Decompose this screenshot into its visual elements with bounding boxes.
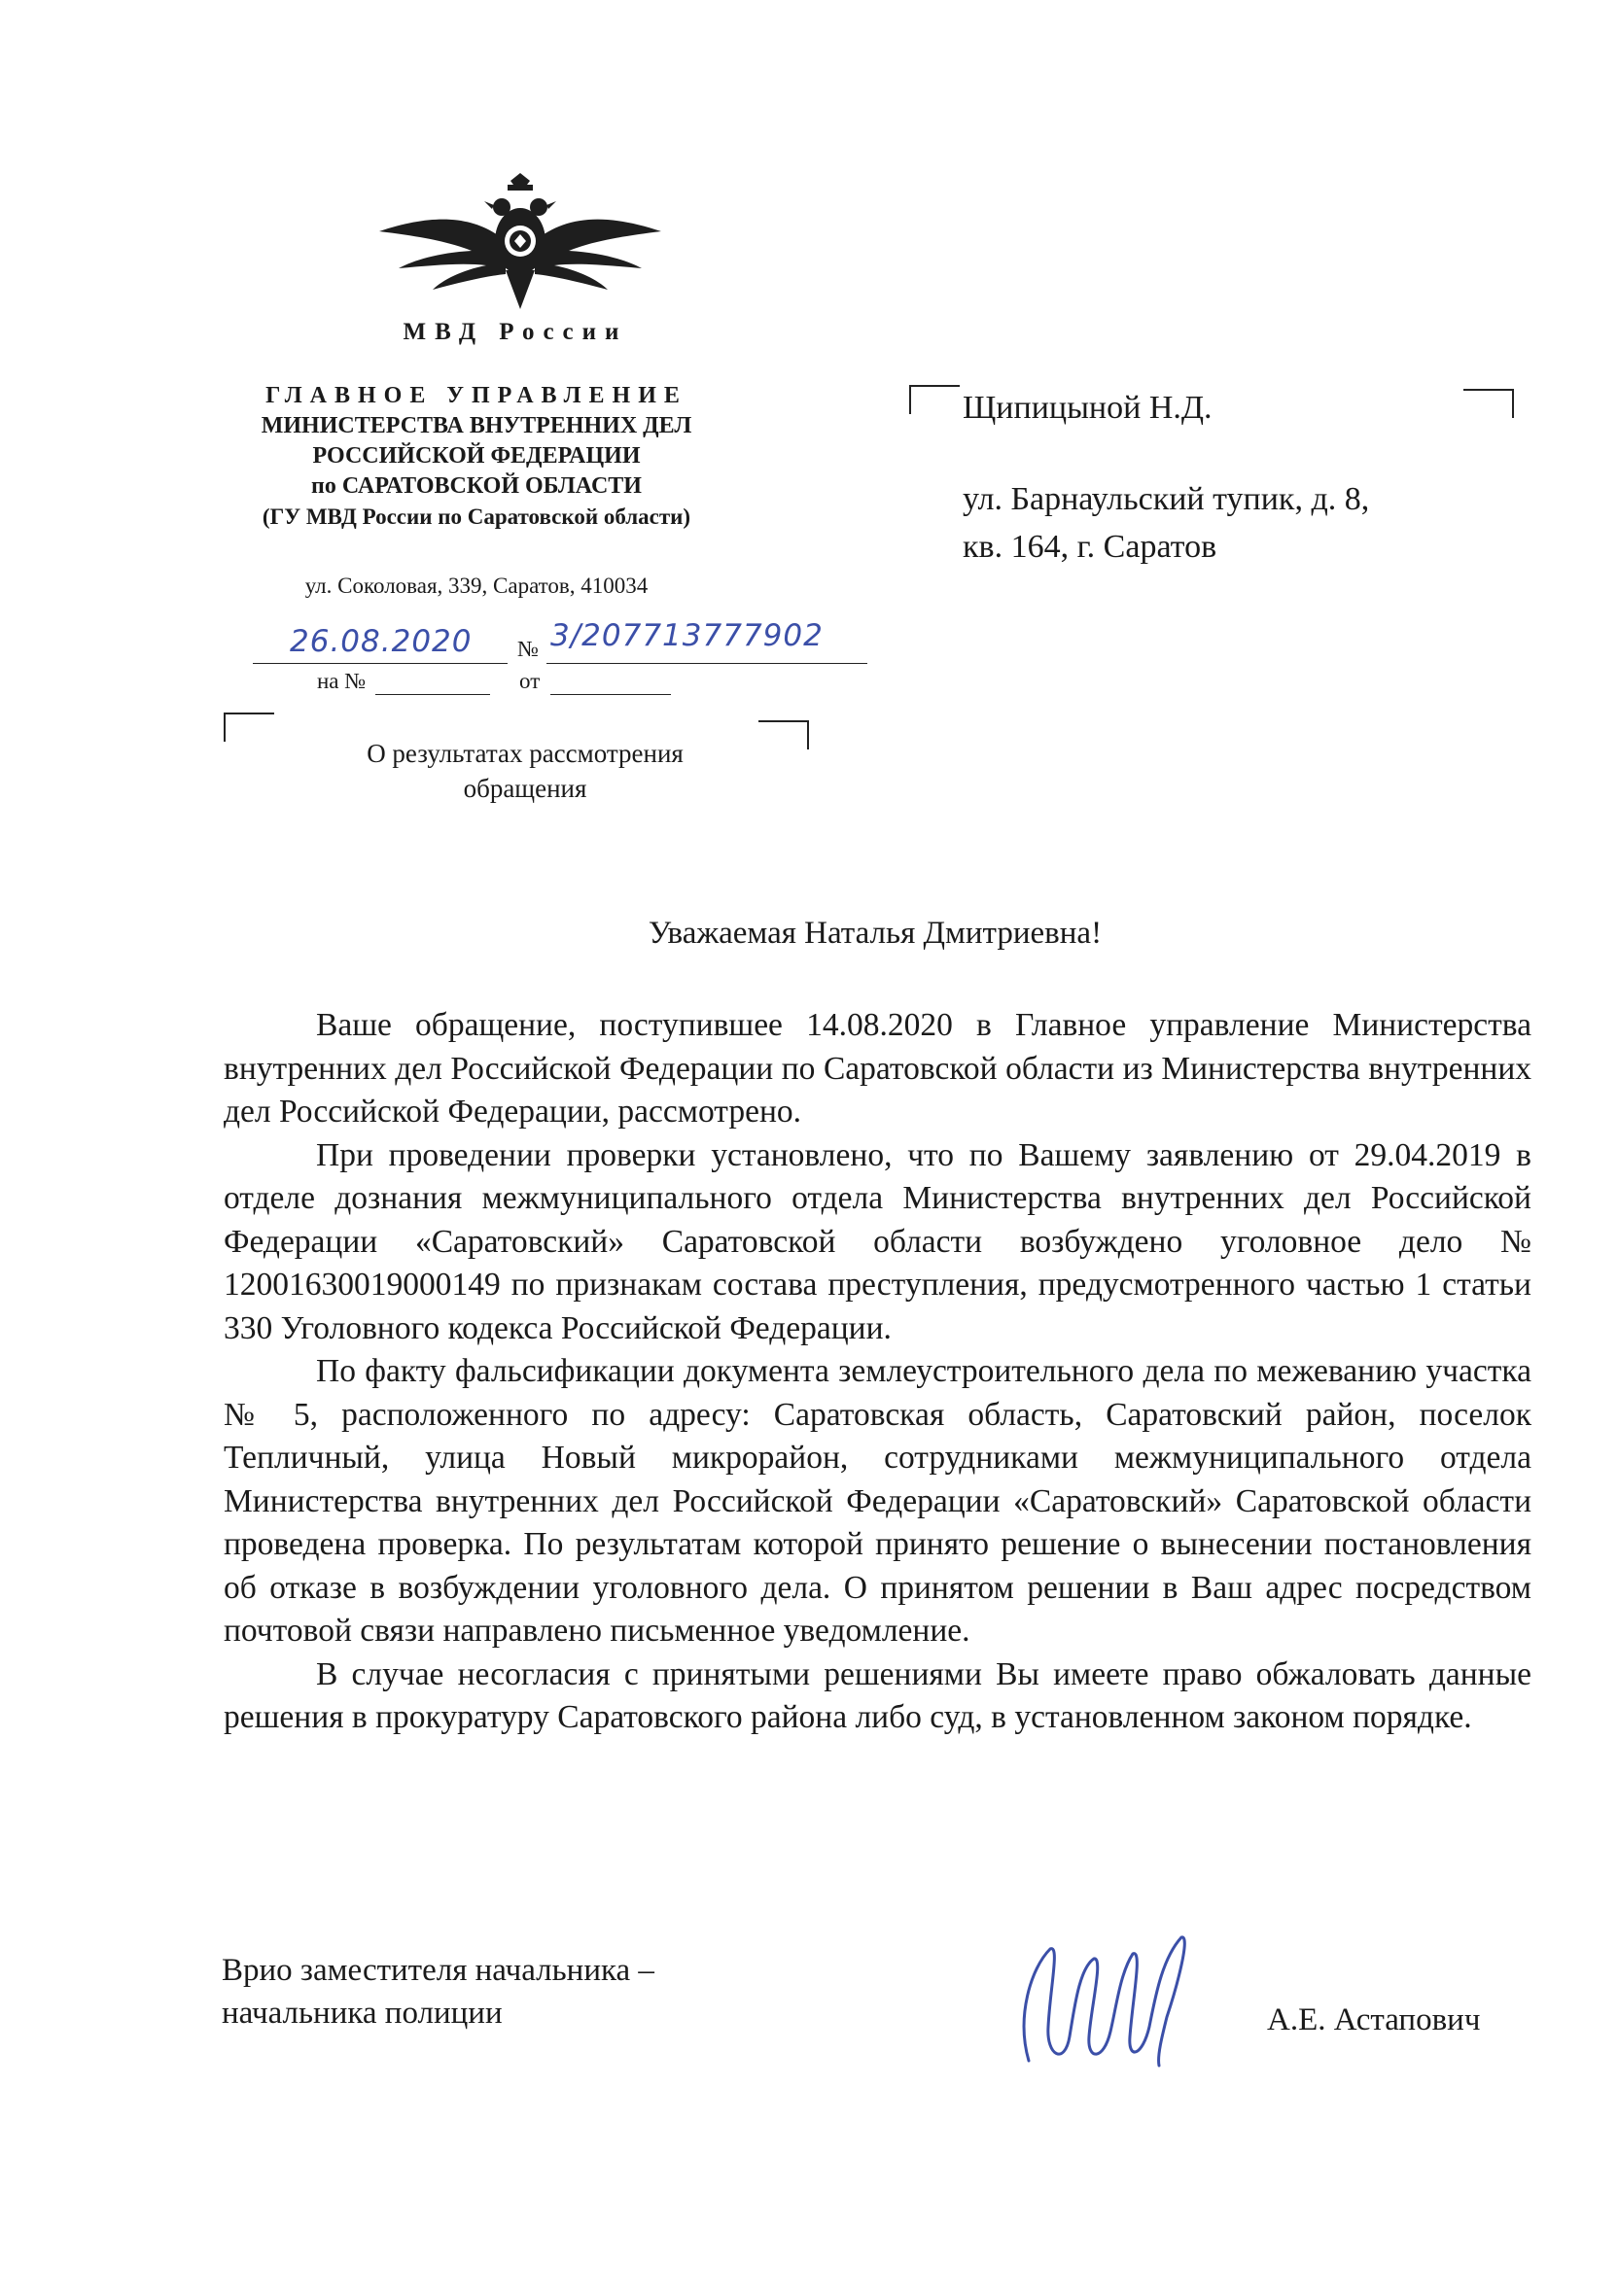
letterhead-line-5: (ГУ МВД России по Саратовской области) — [262, 504, 691, 529]
subject-line-1: О результатах рассмотрения — [367, 739, 684, 768]
date-underline — [253, 663, 508, 664]
letterhead-line-2: МИНИСТЕРСТВА ВНУТРЕННИХ ДЕЛ — [261, 413, 692, 438]
mvd-emblem-icon — [379, 173, 661, 319]
letterhead — [214, 381, 739, 532]
body-paragraph-4: В случае несогласия с принятыми решениями Вы имеете право обжаловать данные решения в прокуратуру Саратовского района либо суд, в установленном законом порядке. — [224, 1655, 1531, 1735]
handwritten-signature — [1011, 1930, 1206, 2075]
sender-address: ул. Соколовая, 339, Саратов, 410034 — [304, 574, 649, 598]
subject-line-2: обращения — [463, 774, 587, 803]
body-paragraph-3: По факту фальсификации документа землеустроительного дела по межеванию участка № 5, расположенного по адресу: Саратовская область, Саратовский район, поселок Тепличный, улица Новый микрорайон, сотрудниками межмуниципального отдела Министерства внутренних дел Российской Федерации «Саратовский» Саратовской области проведена проверка. По результатам которой принято решение о вынесении постановления об отказе в возбуждении уголовного дела. О принятом решении в Ваш адрес посредством почтовой связи направлено письменное уведомление. — [224, 1353, 1531, 1649]
body-paragraph-2: При проведении проверки установлено, что по Вашему заявлению от 29.04.2019 в отделе дознания межмуниципального отдела Министерства внутренних дел Российской Федерации «Саратовский» Саратовской области возбуждено уголовное дело № 12001630019000149 по признакам состава преступления, предусмотренного частью 1 статьи 330 Уголовного кодекса Российской Федерации. — [224, 1136, 1531, 1346]
signatory-name: А.Е. Астапович — [1267, 2002, 1481, 2037]
subject-corner-right — [758, 720, 809, 749]
registration-block — [253, 618, 875, 710]
handwritten-date: 26.08.2020 — [290, 624, 473, 659]
reply-to-label: на № — [317, 669, 367, 693]
letter-body — [224, 1004, 1531, 1740]
greeting: Уважаемая Наталья Дмитриевна! — [648, 916, 1103, 951]
handwritten-number: 3/207713777902 — [550, 618, 824, 653]
from-label: от — [519, 669, 541, 693]
letterhead-line-1: ГЛАВНОЕ УПРАВЛЕНИЕ — [265, 383, 687, 408]
agency-short-name: МВД России — [403, 319, 628, 345]
subject-corner-left — [224, 713, 274, 742]
letterhead-line-4: по САРАТОВСКОЙ ОБЛАСТИ — [311, 473, 642, 499]
recipient-address-line-2: кв. 164, г. Саратов — [963, 529, 1217, 565]
recipient-corner-left — [909, 385, 960, 414]
letterhead-line-3: РОССИЙСКОЙ ФЕДЕРАЦИИ — [312, 443, 641, 469]
number-label: № — [517, 637, 539, 661]
recipient-name: Щипицыной Н.Д. — [963, 390, 1213, 426]
number-underline — [546, 663, 867, 664]
recipient-address-line-1: ул. Барнаульский тупик, д. 8, — [963, 481, 1370, 517]
signatory-title-line-2: начальника полиции — [222, 1996, 503, 2031]
subject — [311, 736, 739, 806]
body-paragraph-1: Ваше обращение, поступившее 14.08.2020 в Главное управление Министерства внутренних дел Российской Федерации по Саратовской области из Министерства внутренних дел Российской Федерации, рассмотрено. — [224, 1007, 1531, 1130]
from-date-underline — [550, 694, 671, 695]
recipient-block — [963, 384, 1507, 571]
signatory-title-line-1: Врио заместителя начальника – — [222, 1953, 654, 1988]
signatory-title — [222, 1949, 654, 2035]
reply-number-underline — [375, 694, 490, 695]
